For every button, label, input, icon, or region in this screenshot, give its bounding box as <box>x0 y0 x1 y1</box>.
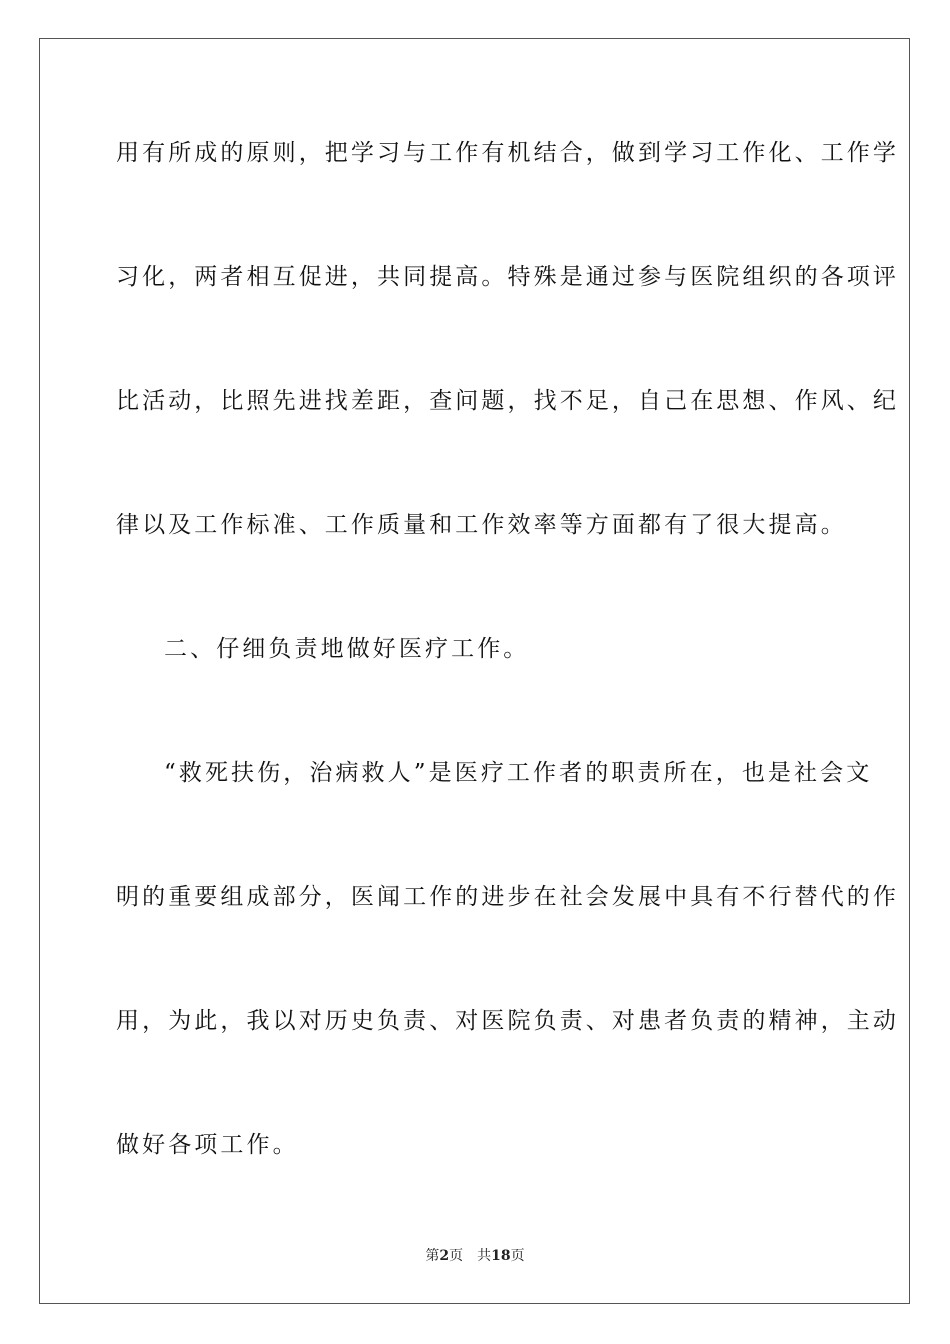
total-suffix: 页 <box>510 1248 525 1264</box>
page-total: 18 <box>491 1248 511 1264</box>
paragraph-line: “救死扶伤，治病救人”是医疗工作者的职责所在，也是社会文 <box>164 760 873 786</box>
page-current: 2 <box>439 1248 450 1264</box>
section-heading: 二、仔细负责地做好医疗工作。 <box>164 636 530 662</box>
paragraph-line: 用有所成的原则，把学习与工作有机结合，做到学习工作化、工作学 <box>116 140 899 166</box>
paragraph-line: 比活动，比照先进找差距，查问题，找不足，自己在思想、作风、纪 <box>116 388 899 414</box>
total-prefix: 共 <box>477 1248 492 1264</box>
page-footer <box>0 1246 950 1266</box>
page-border <box>39 38 910 1304</box>
paragraph-line: 习化，两者相互促进，共同提高。特殊是通过参与医院组织的各项评 <box>116 264 899 290</box>
paragraph-line: 明的重要组成部分，医闻工作的进步在社会发展中具有不行替代的作 <box>116 884 899 910</box>
page-prefix: 第 <box>425 1248 440 1264</box>
paragraph-line: 做好各项工作。 <box>116 1132 299 1158</box>
paragraph-line: 律以及工作标准、工作质量和工作效率等方面都有了很大提高。 <box>116 512 847 538</box>
page-suffix: 页 <box>449 1248 464 1264</box>
paragraph-line: 用，为此，我以对历史负责、对医院负责、对患者负责的精神，主动 <box>116 1008 899 1034</box>
